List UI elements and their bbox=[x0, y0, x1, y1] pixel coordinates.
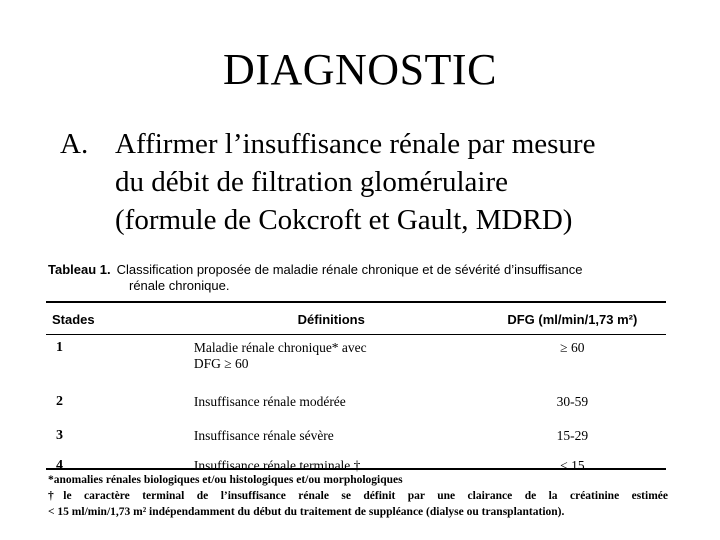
definition-line: Insuffisance rénale terminale † bbox=[193, 458, 361, 473]
table-top-rule bbox=[46, 301, 666, 303]
definition-cell bbox=[184, 424, 479, 454]
footnote-terminal: †le caractère terminal de l’insuffisance rénale se définit par une clairance de la créatinine estimée bbox=[48, 490, 668, 502]
stade-cell: 1 bbox=[56, 340, 63, 355]
definition-line: Insuffisance rénale sévère bbox=[193, 428, 334, 443]
header-stades: Stades bbox=[52, 311, 95, 327]
bullet-line: (formule de Cokcroft et Gault, MDRD) bbox=[115, 204, 573, 236]
definition-cell bbox=[184, 334, 479, 390]
table-row bbox=[46, 424, 666, 454]
slide-title: DIAGNOSTIC bbox=[223, 45, 497, 94]
dfg-cell: < 15 bbox=[560, 458, 585, 473]
bullet-marker: A. bbox=[60, 128, 89, 160]
ckd-stage-table bbox=[46, 304, 666, 482]
table-caption bbox=[48, 262, 678, 294]
stade-cell: 4 bbox=[56, 458, 63, 473]
table-row bbox=[46, 390, 666, 424]
caption-text: Classification proposée de maladie rénale chronique et de sévérité d’insuffisance bbox=[116, 262, 583, 277]
definition-line: DFG ≥ 60 bbox=[193, 356, 249, 371]
stade-cell: 3 bbox=[56, 428, 63, 443]
dfg-cell: 15-29 bbox=[556, 428, 589, 443]
bullet-line: du débit de filtration glomérulaire bbox=[115, 166, 508, 198]
stade-cell: 2 bbox=[56, 394, 63, 409]
footnote-anomalies: *anomalies rénales biologiques et/ou histologiques et/ou morphologiques bbox=[48, 474, 403, 486]
dfg-cell: ≥ 60 bbox=[560, 340, 585, 355]
table-footnotes bbox=[48, 472, 668, 520]
dfg-cell: 30-59 bbox=[556, 394, 589, 409]
header-definitions: Définitions bbox=[297, 311, 365, 327]
footnote-terminal-continued: < 15 ml/min/1,73 m² indépendamment du début du traitement de suppléance (dialyse ou transplantation). bbox=[48, 506, 565, 518]
definition-line: Insuffisance rénale modérée bbox=[193, 394, 346, 409]
bullet-line: Affirmer l’insuffisance rénale par mesure bbox=[115, 128, 596, 160]
definition-cell bbox=[184, 390, 479, 424]
caption-text-continued: rénale chronique. bbox=[129, 278, 230, 293]
header-dfg: DFG (ml/min/1,73 m²) bbox=[507, 311, 638, 327]
caption-label: Tableau 1. bbox=[48, 262, 111, 277]
table-header-row bbox=[46, 304, 666, 334]
table-row bbox=[46, 334, 666, 390]
definition-line: Maladie rénale chronique* avec bbox=[193, 340, 367, 355]
